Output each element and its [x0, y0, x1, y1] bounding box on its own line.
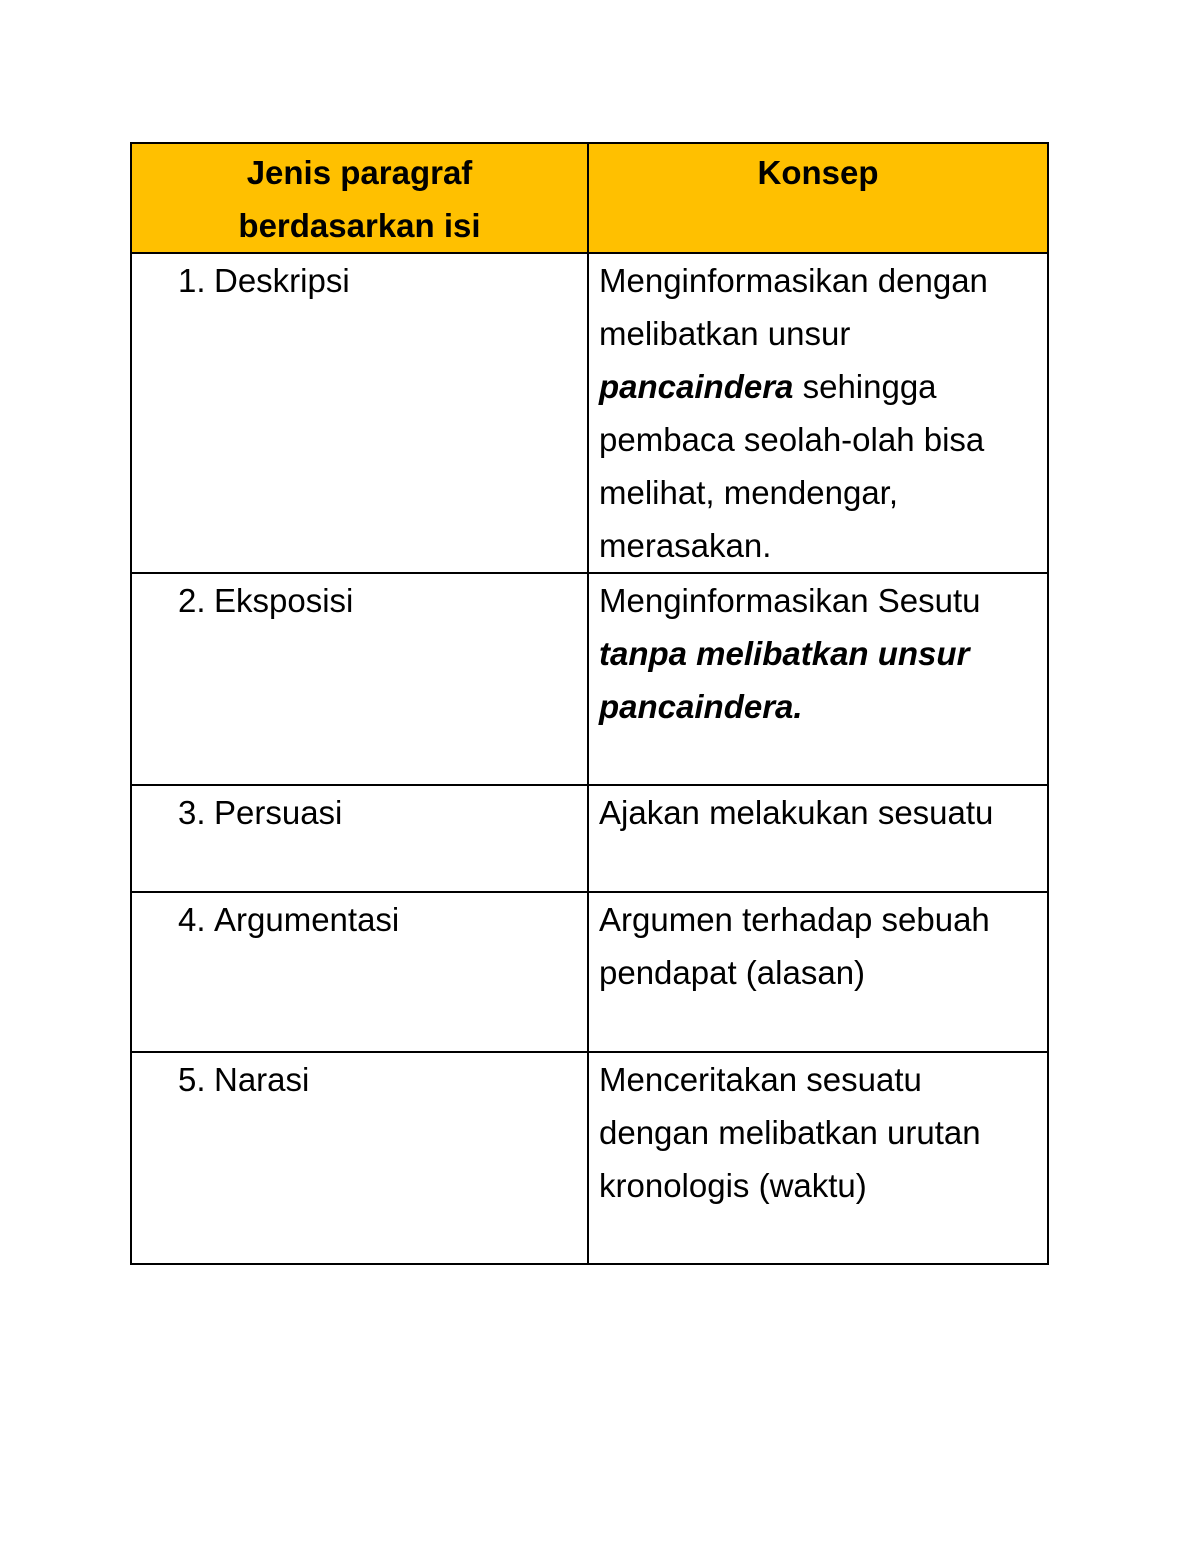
- table-row: [131, 785, 1048, 892]
- row-number: 4.: [178, 901, 206, 938]
- concept-emphasis: pancaindera: [599, 368, 794, 405]
- header-type-line2: berdasarkan isi: [238, 207, 481, 244]
- concept-text: Menginformasikan dengan melibatkan unsur: [599, 262, 988, 352]
- row-number: 2.: [178, 582, 206, 619]
- header-concept-label: Konsep: [757, 154, 879, 191]
- type-cell: [131, 253, 588, 573]
- row-number: 5.: [178, 1061, 206, 1098]
- type-cell: [131, 785, 588, 892]
- type-cell: [131, 1052, 588, 1264]
- paragraph-types-table: [130, 142, 1049, 1265]
- type-cell: [131, 573, 588, 785]
- concept-cell: [588, 253, 1048, 573]
- paragraph-type: Deskripsi: [214, 262, 350, 299]
- concept-cell: [588, 892, 1048, 1052]
- concept-emphasis: tanpa melibatkan unsur pancaindera.: [599, 635, 970, 725]
- header-type-line1: Jenis paragraf: [246, 154, 473, 191]
- row-number: 3.: [178, 794, 206, 831]
- header-cell-concept: [588, 143, 1048, 253]
- concept-text-cont: sehingga pembaca seolah-olah bisa melihat, mendengar, merasakan.: [599, 368, 985, 564]
- paragraph-type: Argumentasi: [214, 901, 400, 938]
- concept-cell: [588, 785, 1048, 892]
- table-row: [131, 573, 1048, 785]
- concept-text: Argumen terhadap sebuah pendapat (alasan): [599, 901, 990, 991]
- type-cell: [131, 892, 588, 1052]
- paragraph-type: Eksposisi: [214, 582, 354, 619]
- concept-text: Menginformasikan Sesutu: [599, 582, 981, 619]
- concept-cell: [588, 573, 1048, 785]
- header-cell-type: [131, 143, 588, 253]
- concept-cell: [588, 1052, 1048, 1264]
- table-row: [131, 1052, 1048, 1264]
- paragraph-type: Persuasi: [214, 794, 343, 831]
- concept-text: Menceritakan sesuatu dengan melibatkan urutan kronologis (waktu): [599, 1061, 981, 1204]
- concept-text: Ajakan melakukan sesuatu: [599, 794, 994, 831]
- table-header-row: [131, 143, 1048, 253]
- table-row: [131, 253, 1048, 573]
- table-row: [131, 892, 1048, 1052]
- row-number: 1.: [178, 262, 206, 299]
- paragraph-type: Narasi: [214, 1061, 310, 1098]
